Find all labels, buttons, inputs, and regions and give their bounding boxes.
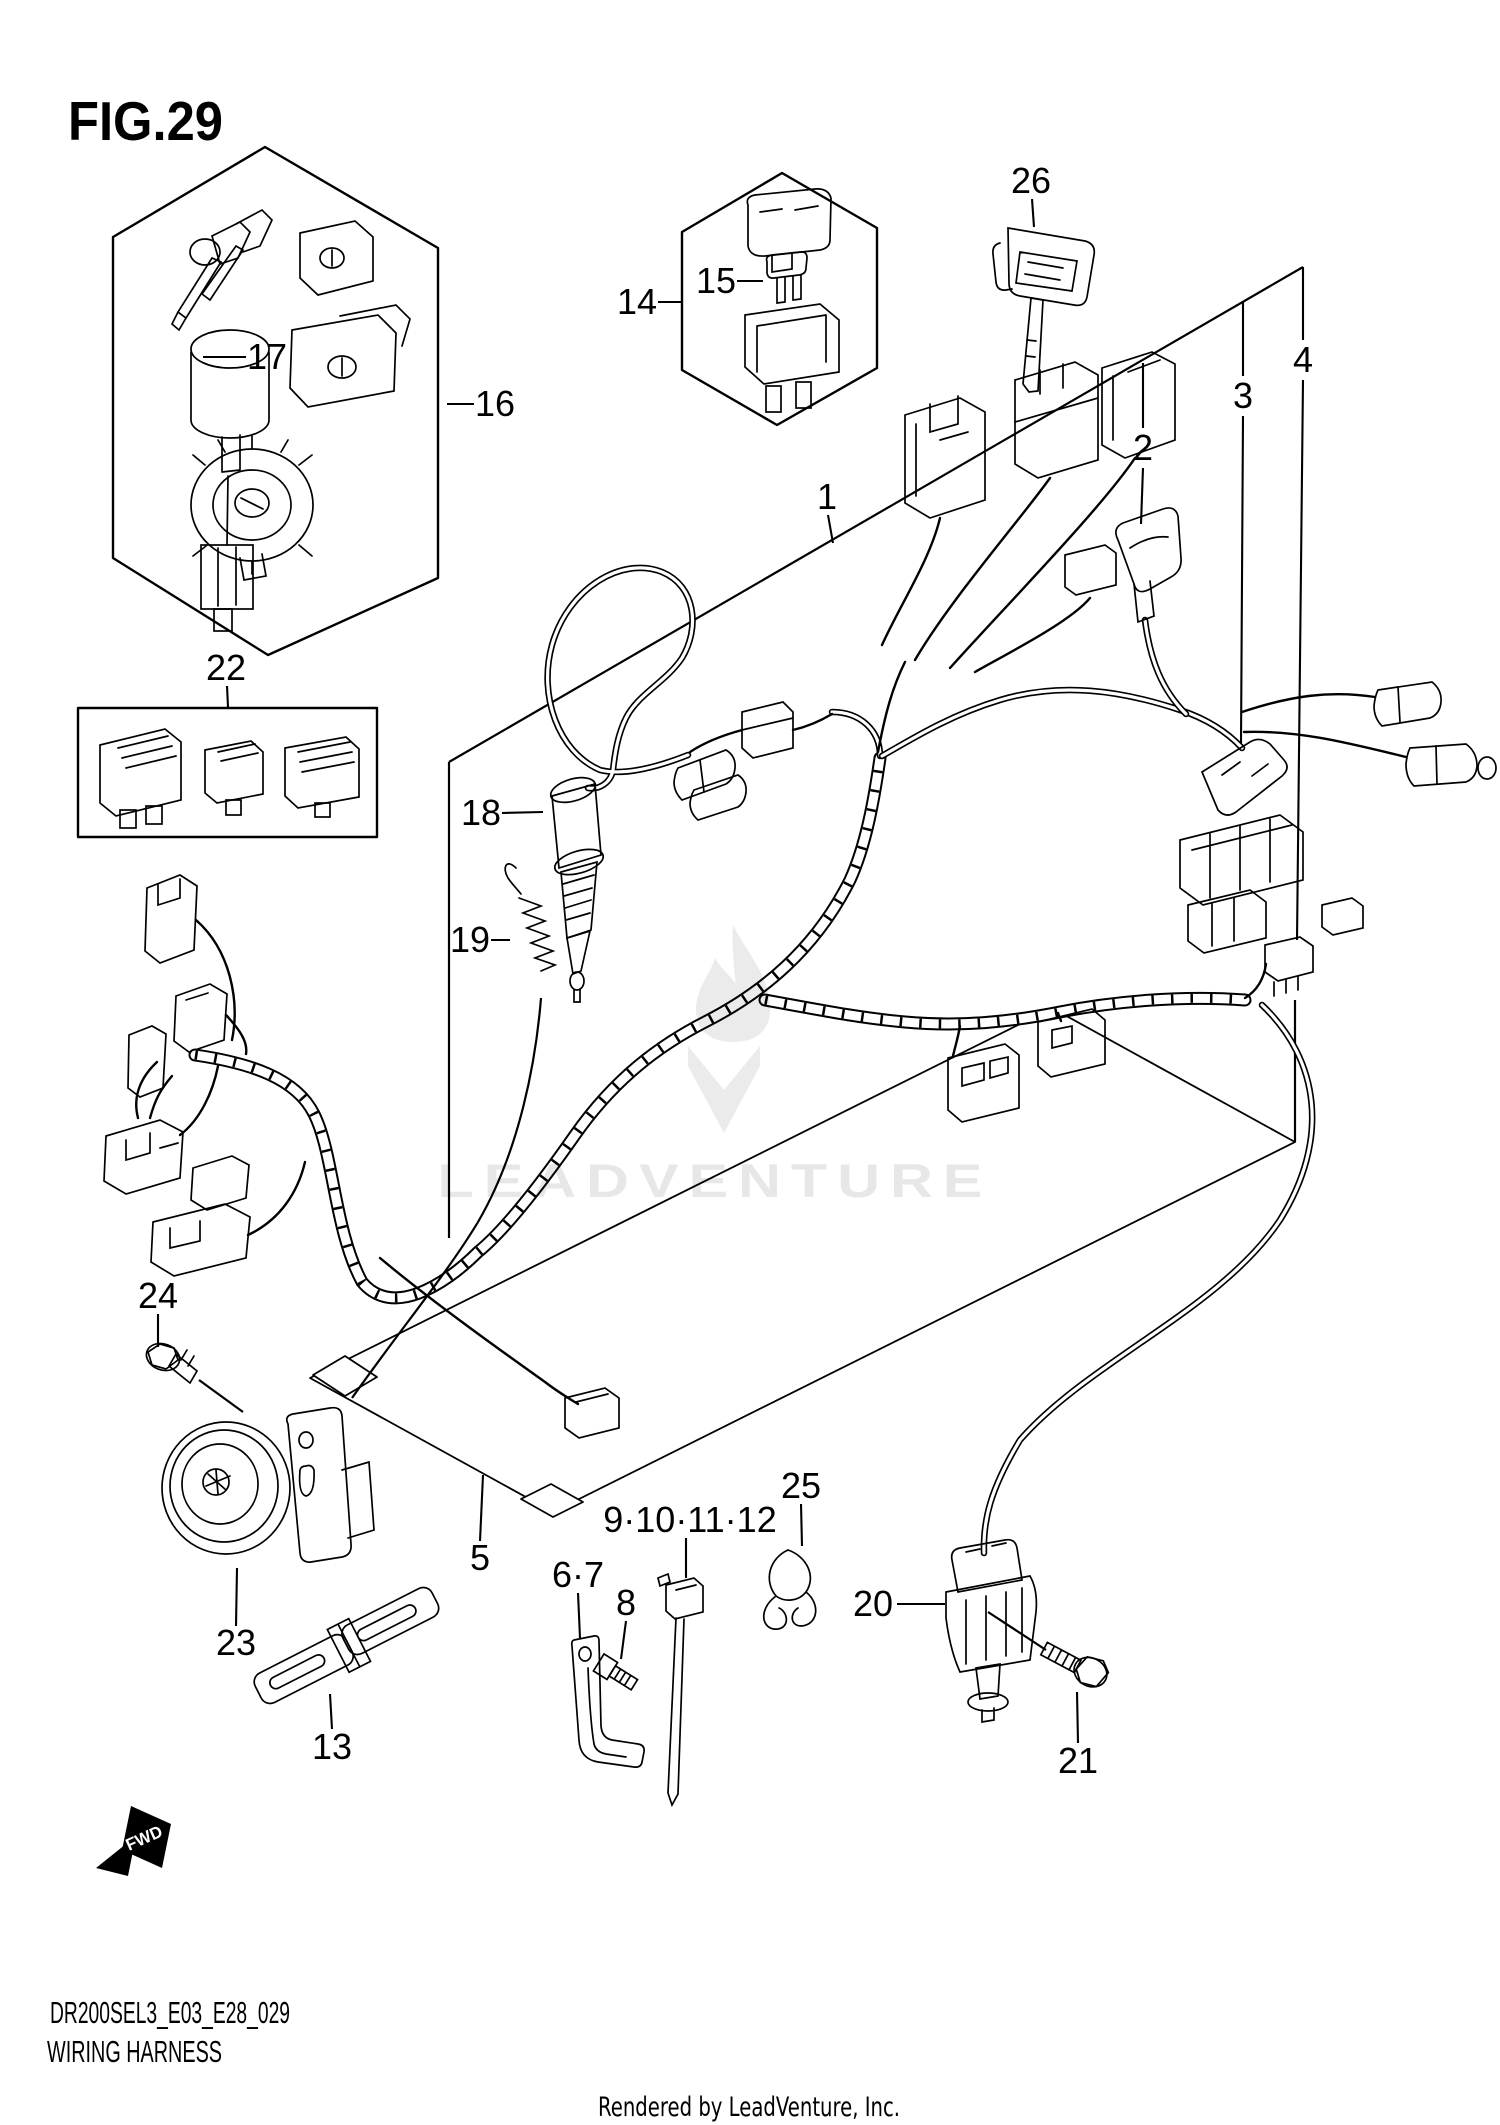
connector-icon [174,984,227,1052]
brake-switch-icon [548,773,606,1002]
leader-line-3 [1241,416,1243,743]
connector-icon [128,1026,166,1097]
part-label-1: 1 [816,476,838,517]
fwd-marker [96,1806,171,1876]
footer-part-code: DR200SEL3_E03_E28_029 [50,1995,290,2030]
part-label-17: 17 [246,336,288,377]
brake-switch-assy [548,568,832,1002]
watermark-text: LEADVENTURE [437,1154,993,1207]
part-label-24: 24 [137,1275,179,1316]
part-label-18: 18 [460,792,502,833]
part-label-23: 23 [215,1622,257,1663]
relay-set-box-22 [78,708,377,837]
part-label-15: 15 [695,260,737,301]
top-connector-cluster [882,352,1175,672]
watermark [438,925,993,1207]
bolt-icon [143,1339,197,1383]
horn-icon [162,1422,290,1554]
footer-credit: Rendered by LeadVenture, Inc. [598,2092,900,2123]
watermark-chevron-icon [688,1046,760,1133]
leader-line-21 [1077,1692,1078,1743]
cable-tie-icon [658,1574,703,1805]
leader-line-25 [801,1504,802,1546]
part-label-3: 3 [1232,375,1254,416]
connector-icon [1065,545,1116,595]
part-label-16: 16 [474,383,516,424]
part-label-9-12: 9·10·11·12 [603,1499,777,1540]
bullet-connector-icon [674,702,793,820]
part-label-20: 20 [852,1583,894,1624]
leader-line-26 [1032,199,1034,227]
leader-line-8 [621,1621,626,1659]
leader-line-6-7 [578,1593,580,1638]
leader-line-4 [1297,380,1303,940]
figure-title: FIG.29 [68,90,223,152]
leader-line-23 [236,1568,237,1626]
connector-icon [145,875,197,963]
wire-clip-icon [764,1550,816,1629]
leader-line-1 [828,515,833,543]
part-label-5: 5 [469,1537,491,1578]
bullet-connector-icon [1406,744,1477,786]
leader-line-18 [502,812,543,813]
horn-bracket-icon [287,1408,374,1562]
fwd-label: FWD [122,1821,166,1855]
ignition-switch-icon [946,1540,1036,1722]
starter-lead-boot-2 [1116,508,1186,714]
harness-protector-sheet [310,1008,1295,1512]
part-label-26: 26 [1010,160,1052,201]
footer-figure-name: WIRING HARNESS [47,2034,222,2069]
part-label-19: 19 [449,919,491,960]
watermark-flame-icon [696,925,770,1042]
cdi-unit-3 [1202,739,1287,815]
part-label-21: 21 [1057,1740,1099,1781]
part-label-13: 13 [311,1726,353,1767]
leader-line-22 [227,686,228,707]
leader-line-5 [480,1475,483,1541]
harness-stay-icon [247,1580,447,1714]
lock-set-box-16 [113,147,438,655]
bullet-connector-icon [1374,682,1441,726]
part-label-2: 2 [1132,427,1154,468]
leader-line-13 [330,1694,332,1729]
part-label-4: 4 [1292,339,1314,380]
part-label-14: 14 [616,281,658,322]
connector-icon [104,1120,183,1194]
connector-icon [1015,362,1098,478]
connector-icon [1265,937,1313,981]
part-label-6-7: 6·7 [551,1554,605,1595]
relay-icon [1322,898,1363,935]
connector-icon [191,1156,249,1210]
right-connector-stack [1180,815,1363,998]
part-label-22: 22 [205,647,247,688]
key-blank-26 [993,228,1094,392]
part-label-25: 25 [780,1465,822,1506]
diagram-boundary [310,267,1303,1517]
right-pigtail-leads [1242,682,1496,786]
bolt-icon [1038,1634,1113,1693]
part-label-8: 8 [615,1582,637,1623]
small-fittings [572,1550,816,1805]
